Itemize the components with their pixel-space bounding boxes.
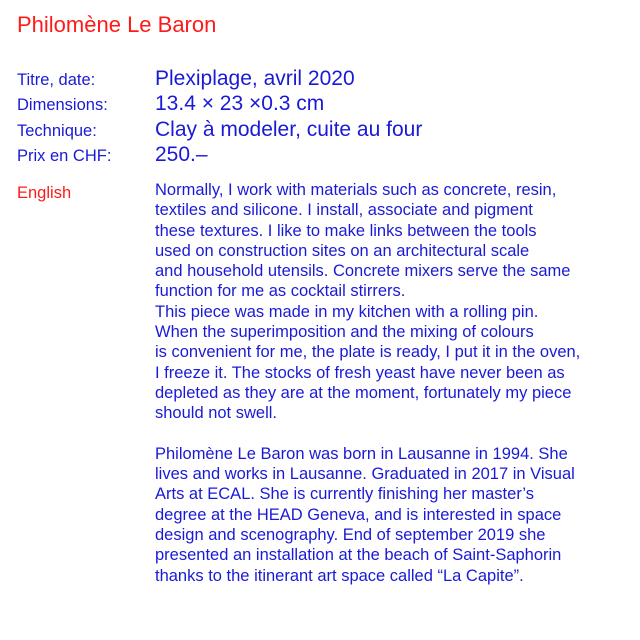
text-line: Philomène Le Baron was born in Lausanne in 1994. She [155,444,568,463]
description-paragraph-2 [155,444,635,586]
text-line: This piece was made in my kitchen with a rolling pin. [155,302,539,321]
text-line: Normally, I work with materials such as concrete, resin, [155,181,557,199]
price-value: 250.– [155,143,208,166]
technique-value: Clay à modeler, cuite au four [155,117,423,141]
detail-row-title-date [17,66,627,92]
detail-row-price [17,143,627,169]
title-date-value: Plexiplage, avril 2020 [155,66,355,90]
text-line: textiles and silicone. I install, associate and pigment [155,201,533,220]
text-line: Arts at ECAL. She is currently finishing her master’s [155,485,535,504]
text-line: and household utensils. Concrete mixers serve the same [155,262,571,281]
technique-label: Technique: [17,121,97,140]
price-label: Prix en CHF: [17,147,112,165]
text-line: these textures. I like to make links between the tools [155,221,537,240]
text-line: presented an installation at the beach of Saint-Saphorin [155,546,562,565]
paragraph-spacer [155,424,635,444]
text-line: degree at the HEAD Geneva, and is interested in space [155,505,562,524]
language-label: English [17,184,72,202]
artist-name: Philomène Le Baron [17,12,217,37]
description-text [155,180,635,586]
text-line: used on construction sites on an architectural scale [155,241,530,260]
dimensions-label: Dimensions: [17,96,108,114]
text-line: I freeze it. The stocks of fresh yeast have never been as [155,363,565,382]
detail-row-dimensions [17,92,627,118]
text-line: is convenient for me, the plate is ready, I put it in the oven, [155,343,581,362]
text-line: When the superimposition and the mixing of colours [155,323,534,342]
text-line: lives and works in Lausanne. Graduated in 2017 in Visual [155,465,575,484]
text-line: function for me as cocktail stirrers. [155,282,406,301]
detail-row-technique [17,117,627,143]
artwork-details [17,66,627,168]
text-line: should not swell. [155,404,277,423]
description-paragraph-1 [155,180,635,424]
title-date-label: Titre, date: [17,70,96,89]
dimensions-value: 13.4 × 23 ×0.3 cm [155,92,325,115]
text-line: design and scenography. End of september 2019 she [155,526,546,545]
text-line: depleted as they are at the moment, fortunately my piece [155,383,572,402]
text-line: thanks to the itinerant art space called “La Capite”. [155,566,524,585]
